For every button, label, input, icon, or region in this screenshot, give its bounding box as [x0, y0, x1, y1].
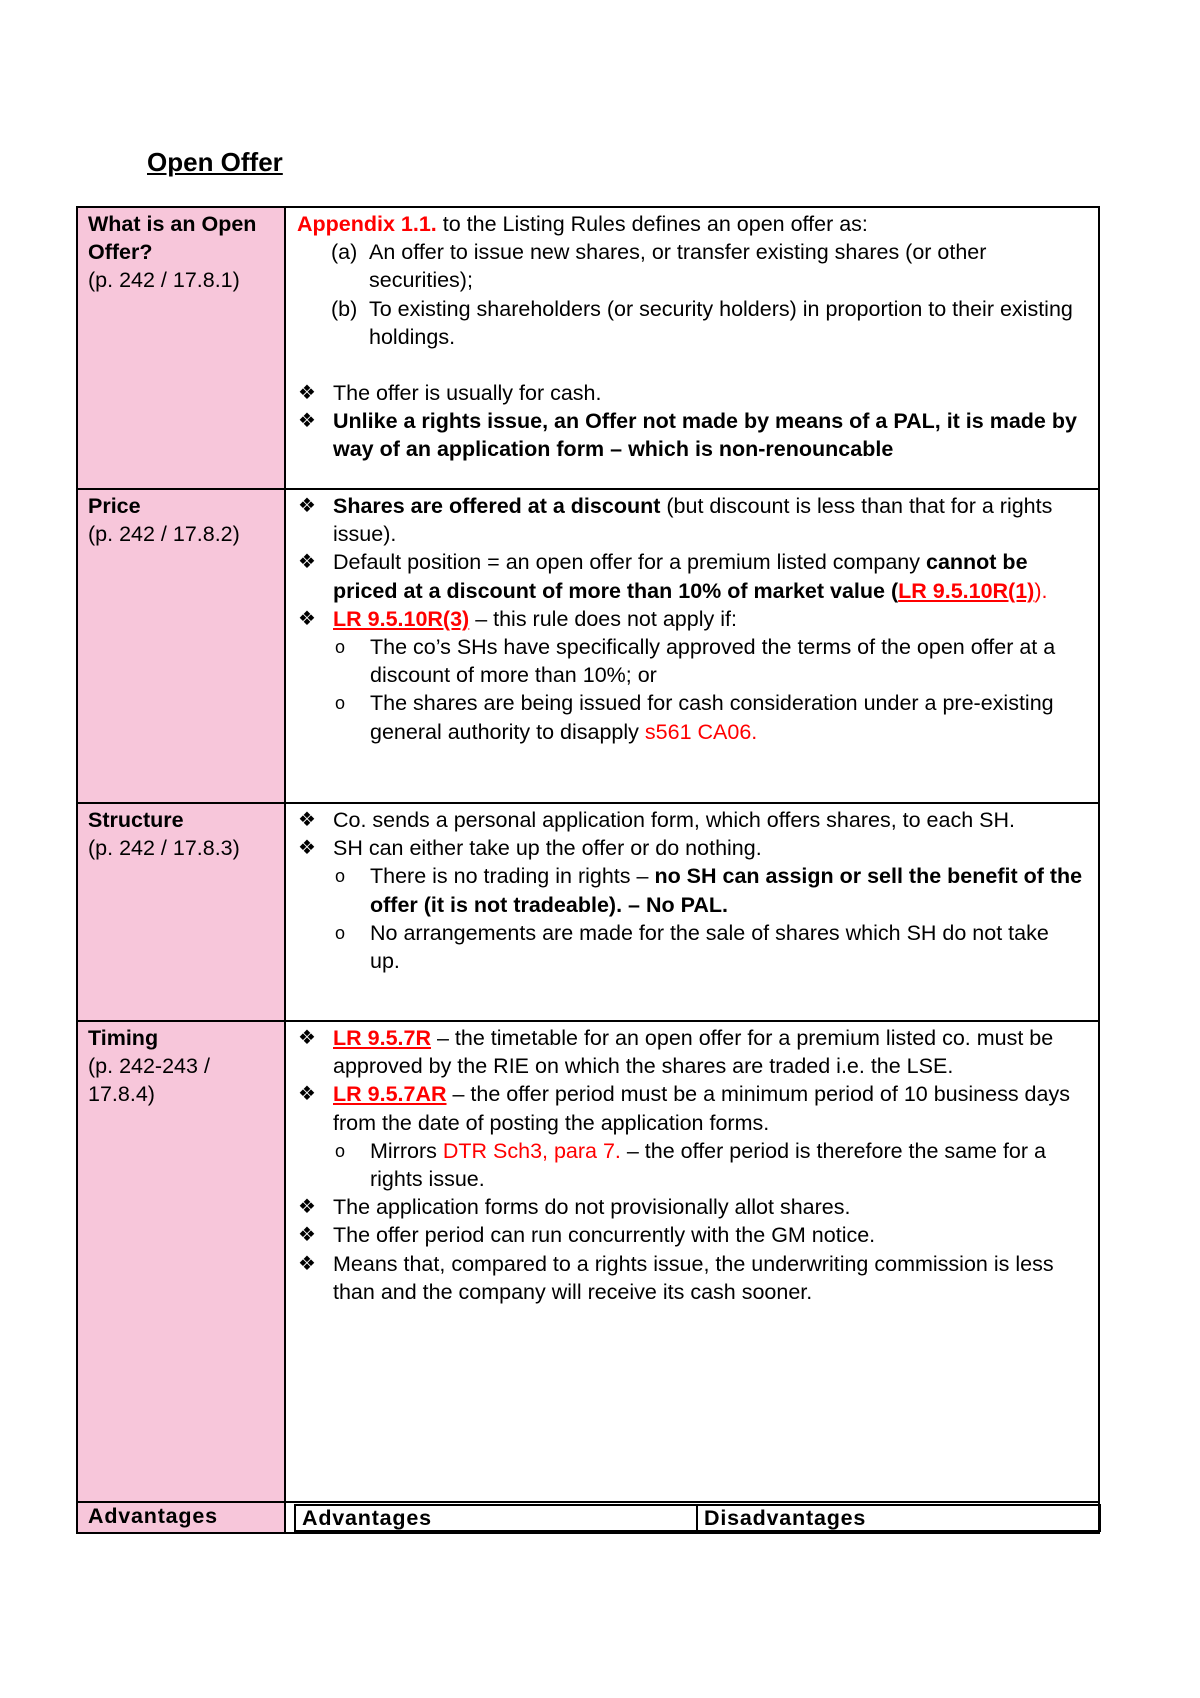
bullet-item	[297, 379, 1084, 407]
sub-text: There is no trading in rights –	[370, 864, 655, 889]
circle-bullet-icon: o	[335, 1140, 346, 1161]
circle-bullet-icon: o	[335, 637, 346, 658]
bullet-bold-text: cannot be priced at a discount of more than 10% of market value	[333, 550, 1028, 603]
row-price	[77, 489, 1099, 803]
bullet-text: The offer period can run concurrently with the GM notice.	[333, 1223, 876, 1248]
rule-ref-link[interactable]: LR 9.5.7R	[333, 1026, 431, 1050]
diamond-bullet-icon: ❖	[298, 1252, 316, 1275]
bullet-text: – the timetable for an open offer for a premium listed co. must be approved by the RIE on which the shares are traded i.e. the LSE.	[333, 1026, 1054, 1079]
item-letter: (b)	[331, 296, 358, 321]
sub-bold-text: no SH can assign or sell the benefit of the offer (it is not tradeable). – No PAL.	[370, 864, 1083, 917]
diamond-bullet-icon: ❖	[298, 1083, 316, 1106]
sub-list	[297, 1137, 1084, 1193]
definition-item-b	[297, 295, 1084, 351]
diamond-bullet-icon: ❖	[298, 410, 316, 433]
disadvantages-header: Disadvantages	[704, 1506, 867, 1530]
item-letter: (a)	[331, 240, 358, 265]
rule-ref-link[interactable]: LR 9.5.10R(1)	[898, 578, 1035, 603]
sub-text: The shares are being issued for cash consideration under a pre-existing general authority to disapply	[370, 691, 1054, 744]
sub-list	[297, 633, 1084, 746]
bullet-text: The application forms do not provisionally allot shares.	[333, 1195, 851, 1220]
paren: ).	[1034, 578, 1048, 603]
sub-list	[297, 862, 1084, 975]
definition-item-a	[297, 238, 1084, 294]
diamond-bullet-icon: ❖	[298, 1027, 316, 1049]
bullet-text: The offer is usually for cash.	[333, 381, 602, 406]
row-label: Structure	[88, 808, 184, 832]
appendix-ref: Appendix 1.1.	[297, 212, 437, 236]
row-label-cell	[77, 1021, 285, 1502]
row-ref: (p. 242 / 17.8.2)	[88, 522, 240, 547]
diamond-bullet-icon: ❖	[298, 551, 316, 574]
rule-ref-link[interactable]: LR 9.5.7AR	[333, 1082, 447, 1107]
row-content-cell	[285, 1502, 1099, 1533]
sub-item	[297, 1137, 1084, 1193]
row-label-cell	[77, 489, 285, 803]
bullet-text: – the offer period must be a minimum period of 10 business days from the date of posting the application forms.	[333, 1082, 1070, 1135]
diamond-bullet-icon: ❖	[298, 607, 316, 630]
sub-item	[297, 862, 1084, 918]
bullet-item	[297, 1221, 1084, 1249]
sub-item	[297, 919, 1084, 975]
bullet-list	[297, 1024, 1084, 1306]
advantages-header: Advantages	[296, 1506, 698, 1530]
row-structure	[77, 803, 1099, 1021]
sub-text: Mirrors	[370, 1138, 443, 1163]
row-ref: (p. 242 / 17.8.3)	[88, 836, 240, 861]
bullet-list	[297, 806, 1084, 975]
sub-text: – the offer period is therefore the same for a rights issue.	[370, 1138, 1046, 1192]
bullet-bold-text: Shares are offered at a discount	[333, 494, 661, 518]
bullet-list	[297, 492, 1084, 746]
sub-item	[297, 633, 1084, 689]
bullet-item	[297, 806, 1084, 834]
bullet-list	[297, 379, 1084, 464]
row-advantages	[77, 1502, 1099, 1533]
bullet-item	[297, 407, 1084, 463]
bullet-item	[297, 1193, 1084, 1221]
row-content-cell	[285, 489, 1099, 803]
bullet-text: Co. sends a personal application form, which offers shares, to each SH.	[333, 808, 1015, 832]
statute-ref: s561 CA06.	[644, 719, 758, 744]
row-label: What is an Open Offer?	[88, 212, 257, 265]
row-label-cell	[77, 803, 285, 1021]
bullet-item	[297, 1080, 1084, 1193]
diamond-bullet-icon: ❖	[298, 1196, 316, 1219]
bullet-text: SH can either take up the offer or do nothing.	[333, 836, 762, 861]
dtr-ref: DTR Sch3, para 7.	[442, 1138, 621, 1163]
diamond-bullet-icon: ❖	[298, 495, 316, 517]
circle-bullet-icon: o	[335, 922, 346, 943]
bullet-item	[297, 1024, 1084, 1080]
row-label: Price	[88, 494, 141, 518]
intro-line	[297, 210, 1084, 238]
row-label: Advantages	[77, 1502, 285, 1533]
diamond-bullet-icon: ❖	[298, 382, 316, 405]
sub-text: The co’s SHs have specifically approved the terms of the open offer at a discount of more than 10%; or	[370, 635, 1056, 688]
intro-text: to the Listing Rules defines an open offer as:	[436, 212, 868, 236]
circle-bullet-icon: o	[335, 866, 346, 887]
bullet-item	[297, 492, 1084, 548]
row-label: Timing	[88, 1026, 159, 1050]
bullet-text: Unlike a rights issue, an Offer not made by means of a PAL, it is made by way of an application form – which is non-renouncable	[333, 409, 1077, 462]
sub-item	[297, 689, 1084, 745]
diamond-bullet-icon: ❖	[298, 1224, 316, 1247]
page-title: Open Offer	[147, 147, 283, 177]
diamond-bullet-icon: ❖	[298, 809, 316, 831]
bullet-item	[297, 548, 1084, 604]
bullet-item	[297, 1250, 1084, 1306]
bullet-item	[297, 834, 1084, 975]
item-text: An offer to issue new shares, or transfer existing shares (or other securities);	[369, 240, 987, 293]
bullet-item	[297, 605, 1084, 746]
row-content-cell	[285, 207, 1099, 489]
bullet-text: Default position = an open offer for a premium listed company	[333, 550, 926, 575]
row-content-cell	[285, 803, 1099, 1021]
row-ref: (p. 242 / 17.8.1)	[88, 268, 240, 293]
paren: (	[884, 578, 899, 603]
advantages-subtable	[294, 1504, 1101, 1532]
open-offer-table	[76, 206, 1100, 1534]
row-timing	[77, 1021, 1099, 1502]
circle-bullet-icon: o	[335, 693, 346, 714]
sub-text: No arrangements are made for the sale of shares which SH do not take up.	[370, 920, 1049, 974]
row-ref: (p. 242-243 / 17.8.4)	[88, 1054, 210, 1107]
row-label-cell	[77, 207, 285, 489]
bullet-text: Means that, compared to a rights issue, the underwriting commission is less than and the company will receive its cash sooner.	[333, 1251, 1054, 1304]
item-text: To existing shareholders (or security holders) in proportion to their existing holdings.	[369, 296, 1073, 349]
bullet-text: (but discount is less than that for a rights issue).	[333, 494, 1053, 547]
rule-ref-link[interactable]: LR 9.5.10R(3)	[333, 606, 470, 631]
row-what-is	[77, 207, 1099, 489]
bullet-text: – this rule does not apply if:	[469, 606, 737, 631]
row-content-cell	[285, 1021, 1099, 1502]
diamond-bullet-icon: ❖	[298, 837, 316, 860]
